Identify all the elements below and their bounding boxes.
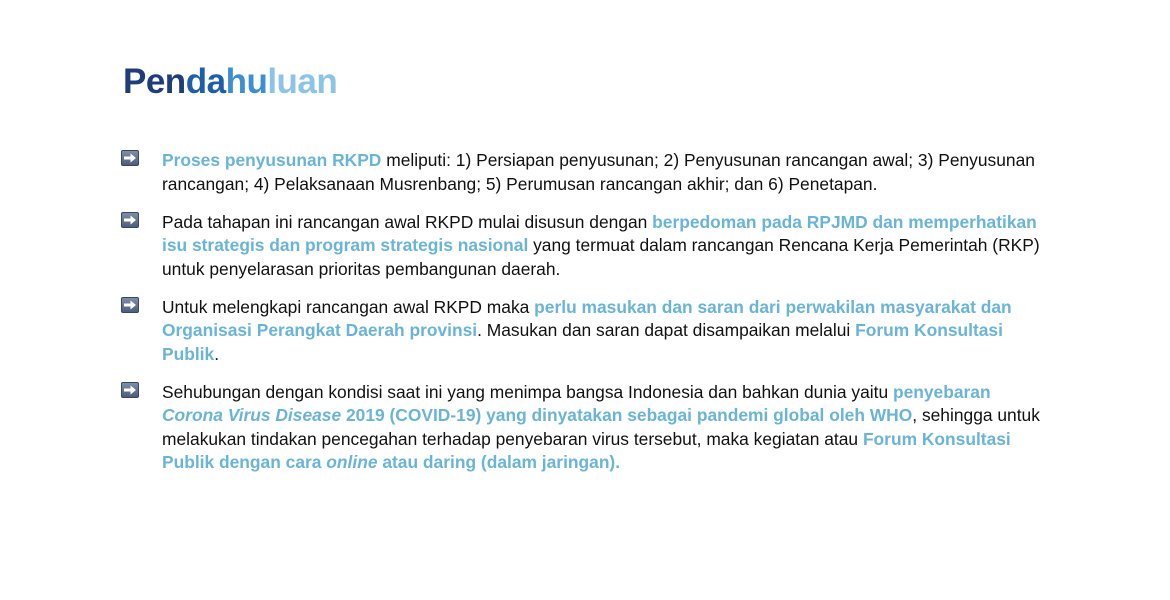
text-segment: atau daring (dalam jaringan). [377,452,621,472]
title-part: da [185,62,226,101]
text-segment: Pada tahapan ini rancangan awal RKPD mulai disusun dengan [162,211,653,232]
bullet-item [121,296,1041,367]
arrow-right-icon [121,297,139,313]
text-segment: Proses penyusunan RKPD [162,150,382,170]
text-segment: Corona Virus Disease [162,405,342,425]
page-title [123,62,337,102]
title-part: Pen [123,62,186,101]
text-segment: . Masukan dan saran dapat disampaikan melalui [477,320,856,340]
text-segment: Untuk melengkapi rancangan awal RKPD maka [162,296,535,317]
text-segment: yang termuat dalam rancangan Rencana Kerja Pemerintah (RKP) untuk penyelarasan prioritas pembangunan daerah. [162,235,1040,279]
text-segment: Forum Konsultasi Publik [162,320,1003,364]
bullet-item [121,211,1041,282]
bullet-item [121,381,1041,475]
title-part: luan [267,62,338,101]
arrow-right-icon [121,382,139,398]
text-segment: Forum Konsultasi Publik dengan cara [162,428,1011,472]
title-part: hu [225,62,268,101]
bullet-item [121,149,1041,196]
text-segment: meliputi: 1) Persiapan penyusunan; 2) Penyusunan rancangan awal; 3) Penyusunan rancangan; 4) Pelaksanaan Musrenbang; 5) Perumusan rancangan akhir; dan 6) Penetapan. [162,150,1035,194]
text-segment: online [326,452,378,472]
bullet-text [162,212,1040,279]
bullet-text [162,382,1040,473]
arrow-right-icon [121,150,139,166]
text-segment: 2019 (COVID-19) yang dinyatakan sebagai pandemi global oleh WHO [341,405,913,425]
text-segment: berpedoman pada RPJMD dan memperhatikan isu strategis dan program strategis nasional [162,211,1037,255]
text-segment: , sehingga untuk melakukan tindakan pencegahan terhadap penyebaran virus tersebut, maka kegiatan atau [162,405,1040,449]
text-segment: . [214,343,220,364]
bullet-list [121,149,1041,489]
arrow-right-icon [121,212,139,228]
text-segment: Sehubungan dengan kondisi saat ini yang menimpa bangsa Indonesia dan bahkan dunia yaitu [162,381,893,402]
bullet-text [162,150,1035,194]
text-segment: perlu masukan dan saran dari perwakilan masyarakat dan Organisasi Perangkat Daerah provinsi [162,296,1012,340]
bullet-text [162,297,1012,364]
text-segment: penyebaran [892,381,991,402]
